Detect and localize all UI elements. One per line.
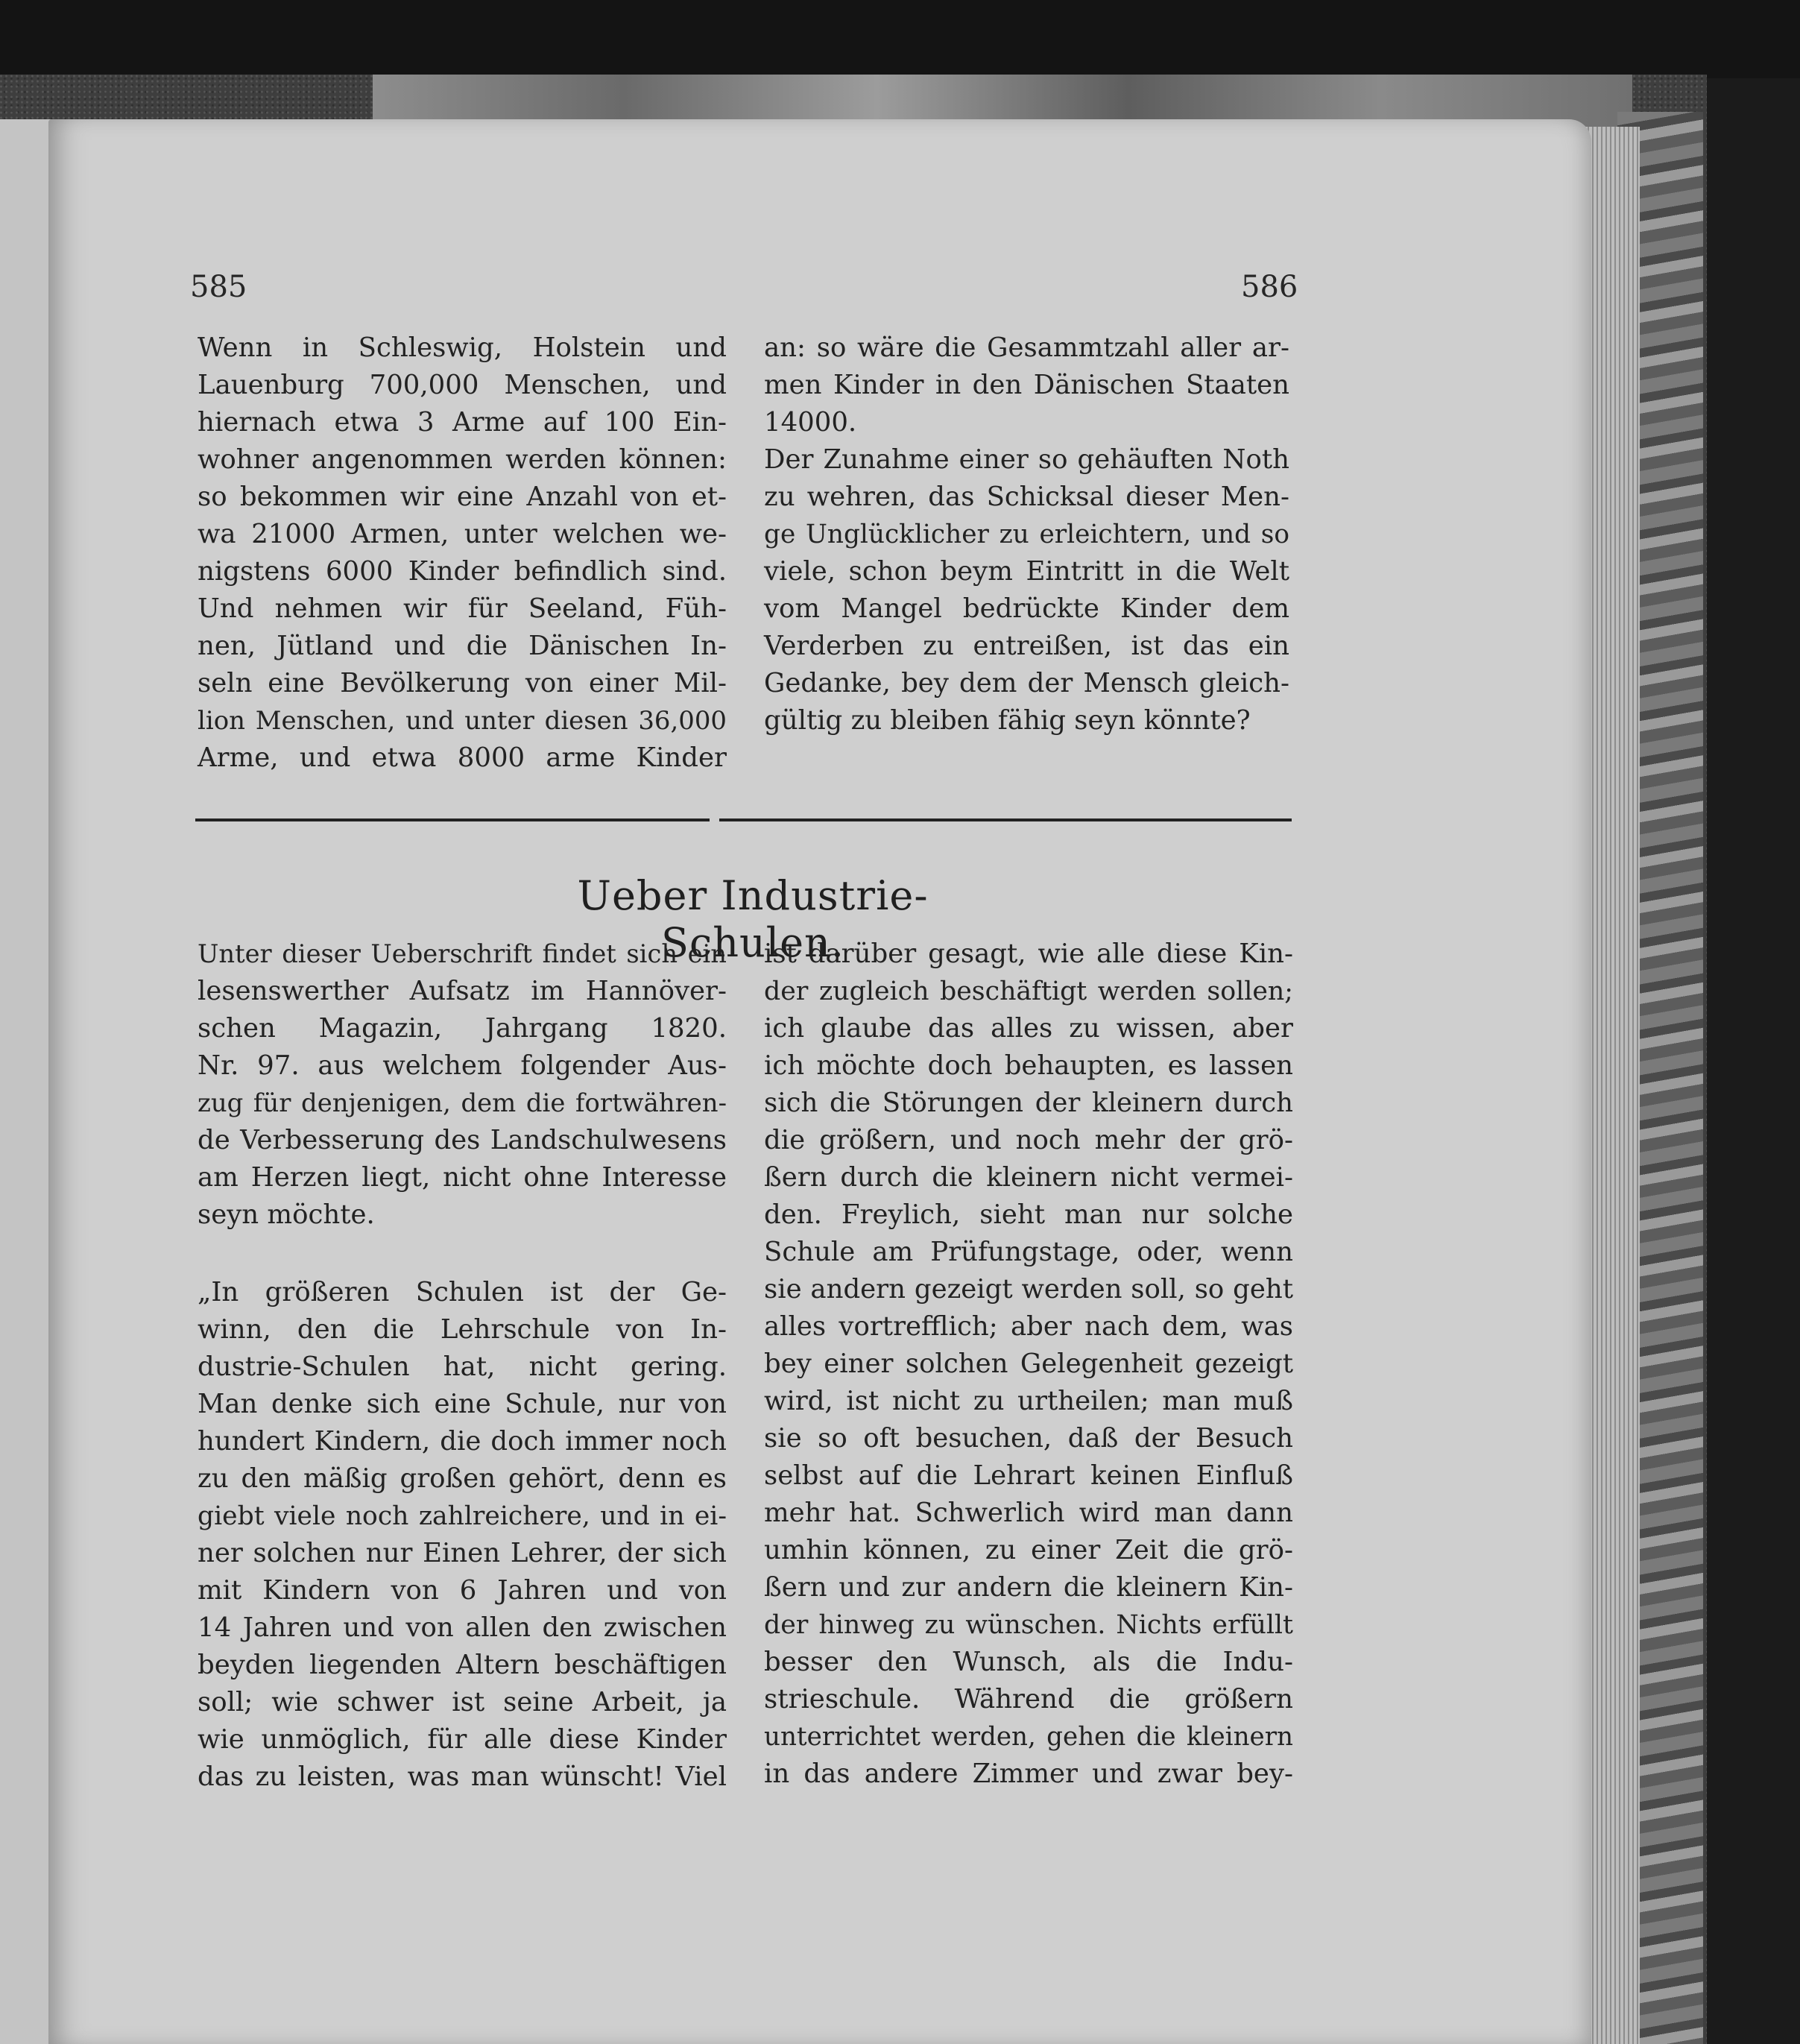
- text-line: sie andern gezeigt werden soll, so geht: [764, 1274, 1293, 1305]
- text-line: ner solchen nur Einen Lehrer, der sich: [198, 1538, 727, 1568]
- text-line: Unter dieser Ueberschrift findet sich ein: [198, 939, 727, 968]
- text-line: der zugleich beschäftigt werden sollen;: [764, 977, 1293, 1006]
- text-line: nigstens 6000 Kinder befindlich sind.: [198, 556, 727, 587]
- text-line: winn, den die Lehrschule von In-: [198, 1314, 727, 1345]
- text-line: seln eine Bevölkerung von einer Mil-: [198, 668, 727, 698]
- text-line: wohner angenommen werden können:: [198, 444, 727, 475]
- text-line: giebt viele noch zahlreichere, und in ei-: [198, 1501, 727, 1531]
- text-line: die größern, und noch mehr der grö-: [764, 1125, 1293, 1155]
- text-line: in das andere Zimmer und zwar bey-: [764, 1758, 1293, 1789]
- text-line: Gedanke, bey dem der Mensch gleich-: [764, 668, 1289, 698]
- text-line: lion Menschen, und unter diesen 36,000: [198, 706, 727, 735]
- text-line: sich die Störungen der kleinern durch: [764, 1088, 1293, 1118]
- text-column-bottom-left: [198, 936, 727, 1796]
- text-line: Arme, und etwa 8000 arme Kinder: [198, 742, 727, 773]
- text-line: ßern und zur andern die kleinern Kin-: [764, 1572, 1293, 1603]
- text-line: wird, ist nicht zu urtheilen; man muß: [764, 1386, 1293, 1416]
- text-column-bottom-right: [764, 936, 1293, 1793]
- text-line: vom Mangel bedrückte Kinder dem: [764, 593, 1289, 624]
- page-number-left: 585: [190, 270, 247, 304]
- text-line: der hinweg zu wünschen. Nichts erfüllt: [764, 1610, 1293, 1640]
- text-line: ist darüber gesagt, wie alle diese Kin-: [764, 939, 1293, 969]
- facing-page-edge: [0, 119, 54, 2044]
- text-line: zu den mäßig großen gehört, denn es: [198, 1463, 727, 1494]
- text-line: hundert Kindern, die doch immer noch: [198, 1426, 727, 1457]
- text-line: Und nehmen wir für Seeland, Füh-: [198, 593, 727, 624]
- text-line: men Kinder in den Dänischen Staaten: [764, 370, 1289, 400]
- text-line: gültig zu bleiben fähig seyn könnte?: [764, 705, 1251, 736]
- text-line: umhin können, zu einer Zeit die grö-: [764, 1535, 1293, 1565]
- text-line: selbst auf die Lehrart keinen Einfluß: [764, 1460, 1293, 1491]
- text-line: schen Magazin, Jahrgang 1820.: [198, 1013, 727, 1044]
- text-line: Der Zunahme einer so gehäuften Noth: [764, 444, 1289, 475]
- text-line: Verderben zu entreißen, ist das ein: [764, 631, 1289, 661]
- text-line: seyn möchte.: [198, 1199, 375, 1230]
- text-line: mehr hat. Schwerlich wird man dann: [764, 1498, 1293, 1528]
- text-line: wie unmöglich, für alle diese Kinder: [198, 1724, 727, 1755]
- text-line: am Herzen liegt, nicht ohne Interesse: [198, 1162, 727, 1193]
- text-line: viele, schon beym Eintritt in die Welt: [764, 556, 1289, 587]
- text-line: ich glaube das alles zu wissen, aber: [764, 1013, 1293, 1044]
- text-line: wa 21000 Armen, unter welchen we-: [198, 519, 727, 549]
- text-line: an: so wäre die Gesammtzahl aller ar-: [764, 332, 1289, 363]
- text-line: Nr. 97. aus welchem folgender Aus-: [198, 1050, 727, 1081]
- page-number-right: 586: [1241, 270, 1298, 304]
- text-line: unterrichtet werden, gehen die kleinern: [764, 1722, 1293, 1752]
- text-line: sie so oft besuchen, daß der Besuch: [764, 1423, 1293, 1454]
- section-divider-left: [195, 818, 710, 821]
- text-line: Schule am Prüfungstage, oder, wenn: [764, 1237, 1293, 1267]
- paragraph-gap: [198, 1234, 727, 1274]
- text-line: strieschule. Während die größern: [764, 1684, 1293, 1715]
- text-line: dustrie-Schulen hat, nicht gering.: [198, 1351, 727, 1382]
- text-line: zug für denjenigen, dem die fortwähren-: [198, 1088, 727, 1117]
- text-line: ge Unglücklicher zu erleichtern, und so: [764, 520, 1289, 549]
- text-line: lesenswerther Aufsatz im Hannöver-: [198, 976, 727, 1006]
- text-line: de Verbesserung des Landschulwesens: [198, 1125, 727, 1155]
- text-line: soll; wie schwer ist seine Arbeit, ja: [198, 1687, 727, 1717]
- text-line: mit Kindern von 6 Jahren und von: [198, 1575, 727, 1606]
- section-heading: Ueber Industrie-Schulen.: [577, 872, 929, 966]
- section-divider-right: [719, 818, 1292, 821]
- text-line: nen, Jütland und die Dänischen In-: [198, 631, 727, 661]
- text-line: alles vortrefflich; aber nach dem, was: [764, 1311, 1293, 1342]
- text-line: bey einer solchen Gelegenheit gezeigt: [764, 1349, 1293, 1379]
- text-line: so bekommen wir eine Anzahl von et-: [198, 482, 727, 512]
- text-line: Man denke sich eine Schule, nur von: [198, 1389, 727, 1419]
- scan-background: [0, 0, 1800, 78]
- text-line: „In größeren Schulen ist der Ge-: [198, 1277, 727, 1308]
- text-line: 14000.: [764, 407, 857, 438]
- text-column-top-left: [198, 329, 727, 777]
- text-line: Lauenburg 700,000 Menschen, und: [198, 370, 727, 400]
- text-column-top-right: [764, 329, 1289, 739]
- text-line: hiernach etwa 3 Arme auf 100 Ein-: [198, 407, 727, 438]
- text-line: Wenn in Schleswig, Holstein und: [198, 332, 727, 363]
- text-line: ßern durch die kleinern nicht vermei-: [764, 1162, 1293, 1193]
- text-line: besser den Wunsch, als die Indu-: [764, 1647, 1293, 1677]
- text-line: beyden liegenden Altern beschäftigen: [198, 1650, 727, 1680]
- text-line: das zu leisten, was man wünscht! Viel: [198, 1761, 727, 1792]
- text-line: den. Freylich, sieht man nur solche: [764, 1199, 1293, 1230]
- text-line: zu wehren, das Schicksal dieser Men-: [764, 482, 1289, 512]
- text-line: 14 Jahren und von allen den zwischen: [198, 1612, 727, 1643]
- text-line: ich möchte doch behaupten, es lassen: [764, 1050, 1293, 1081]
